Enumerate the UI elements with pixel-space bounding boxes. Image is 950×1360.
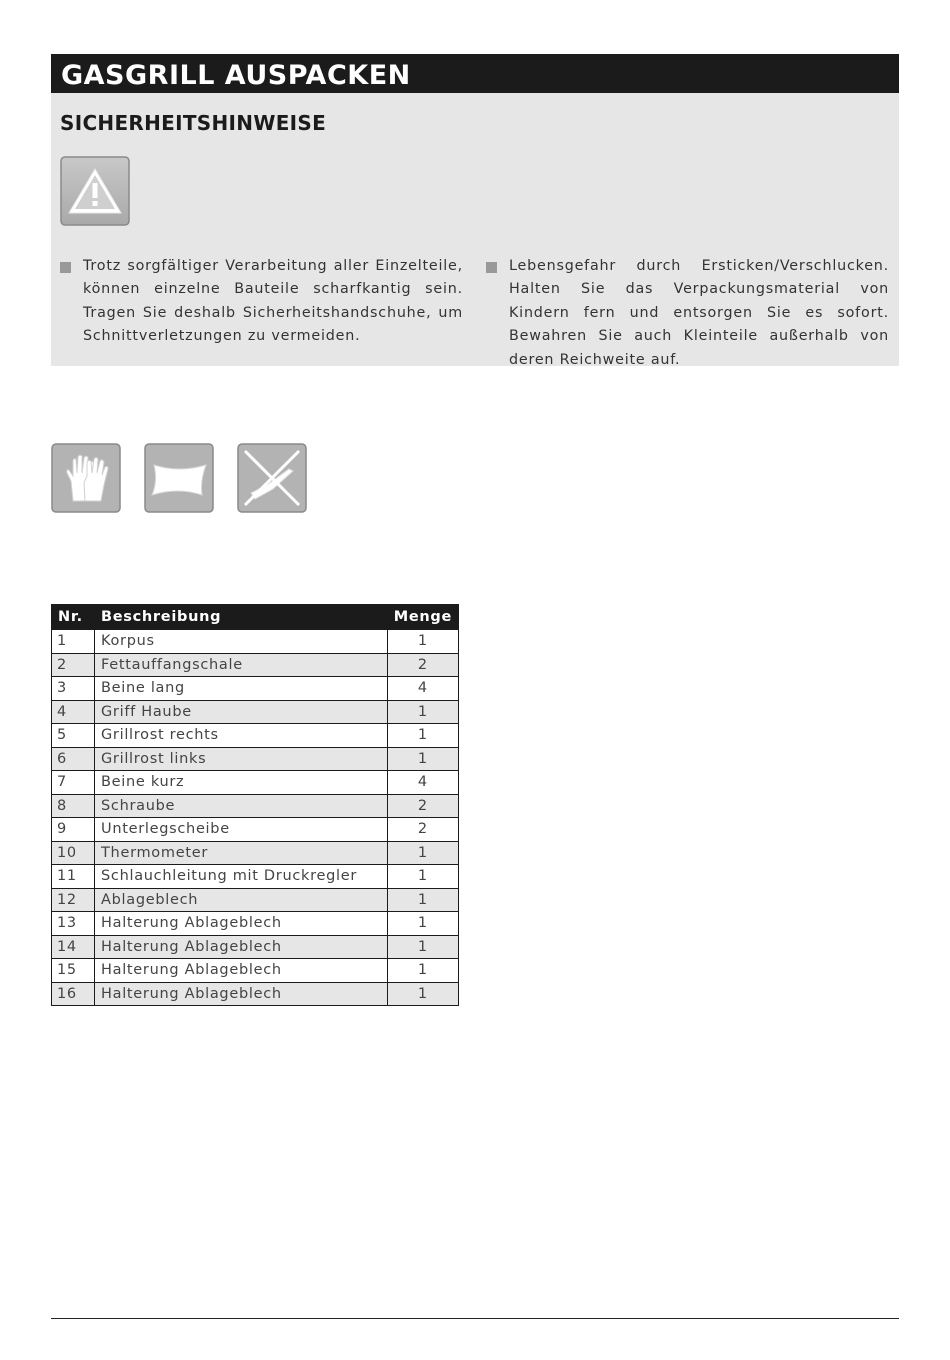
- part-number: 14: [52, 935, 95, 959]
- table-row: [52, 818, 459, 842]
- part-number: 12: [52, 888, 95, 912]
- part-number: 4: [52, 700, 95, 724]
- safety-notes-panel: [51, 93, 899, 366]
- table-row: [52, 888, 459, 912]
- part-quantity: 1: [387, 888, 458, 912]
- part-quantity: 1: [387, 935, 458, 959]
- part-quantity: 1: [387, 959, 458, 983]
- part-number: 13: [52, 912, 95, 936]
- part-number: 10: [52, 841, 95, 865]
- part-description: Beine kurz: [95, 771, 388, 795]
- part-description: Halterung Ablageblech: [95, 959, 388, 983]
- table-row: [52, 912, 459, 936]
- part-description: Thermometer: [95, 841, 388, 865]
- table-row: [52, 630, 459, 654]
- part-quantity: 1: [387, 724, 458, 748]
- parts-table-header: [52, 605, 459, 630]
- part-number: 8: [52, 794, 95, 818]
- safety-bullet-text: Trotz sorgfältiger Verarbeitung aller Einzelteile, können einzelne Bauteile scharfkantig sein. Tragen Sie deshalb Sicherheitshandschuhe, um Schnittverletzungen zu vermeiden.: [83, 258, 463, 345]
- part-quantity: 1: [387, 630, 458, 654]
- part-number: 9: [52, 818, 95, 842]
- table-row: [52, 653, 459, 677]
- part-number: 16: [52, 982, 95, 1006]
- part-number: 15: [52, 959, 95, 983]
- safety-bullet-suffocation: [486, 255, 889, 372]
- part-description: Schlauchleitung mit Druckregler: [95, 865, 388, 889]
- gloves-icon: [51, 443, 121, 513]
- table-row: [52, 747, 459, 771]
- packaging-bag-icon: [144, 443, 214, 513]
- parts-table-body: [52, 630, 459, 1006]
- table-row: [52, 959, 459, 983]
- part-quantity: 2: [387, 653, 458, 677]
- part-number: 3: [52, 677, 95, 701]
- part-description: Grillrost rechts: [95, 724, 388, 748]
- table-row: [52, 935, 459, 959]
- part-quantity: 1: [387, 865, 458, 889]
- part-description: Unterlegscheibe: [95, 818, 388, 842]
- table-row: [52, 841, 459, 865]
- part-description: Griff Haube: [95, 700, 388, 724]
- part-quantity: 4: [387, 771, 458, 795]
- bullet-square-icon: [60, 262, 71, 273]
- part-description: Ablageblech: [95, 888, 388, 912]
- header-quantity: Menge: [387, 605, 458, 630]
- footer-divider: [51, 1318, 899, 1319]
- part-description: Grillrost links: [95, 747, 388, 771]
- part-number: 11: [52, 865, 95, 889]
- part-number: 7: [52, 771, 95, 795]
- part-quantity: 1: [387, 747, 458, 771]
- part-quantity: 1: [387, 982, 458, 1006]
- part-number: 1: [52, 630, 95, 654]
- part-quantity: 2: [387, 818, 458, 842]
- parts-table: [51, 604, 459, 1006]
- part-description: Korpus: [95, 630, 388, 654]
- table-row: [52, 982, 459, 1006]
- safety-bullet-cuts: [60, 255, 463, 349]
- part-description: Halterung Ablageblech: [95, 982, 388, 1006]
- safety-bullet-text: Lebensgefahr durch Ersticken/Verschlucken. Halten Sie das Verpackungsmaterial von Kindern fern und entsorgen Sie es sofort. Bewahren Sie auch Kleinteile außerhalb von deren Reichweite auf.: [509, 258, 889, 368]
- table-row: [52, 700, 459, 724]
- no-knife-icon: [237, 443, 307, 513]
- warning-triangle-icon: [60, 156, 130, 226]
- table-row: [52, 865, 459, 889]
- part-number: 5: [52, 724, 95, 748]
- part-number: 6: [52, 747, 95, 771]
- part-description: Beine lang: [95, 677, 388, 701]
- table-row: [52, 677, 459, 701]
- page-title: GASGRILL AUSPACKEN: [61, 60, 411, 91]
- table-row: [52, 794, 459, 818]
- part-description: Fettauffangschale: [95, 653, 388, 677]
- part-description: Halterung Ablageblech: [95, 912, 388, 936]
- part-quantity: 2: [387, 794, 458, 818]
- part-quantity: 1: [387, 841, 458, 865]
- bullet-square-icon: [486, 262, 497, 273]
- part-description: Schraube: [95, 794, 388, 818]
- safety-heading: SICHERHEITSHINWEISE: [60, 111, 327, 135]
- table-row: [52, 724, 459, 748]
- part-quantity: 1: [387, 700, 458, 724]
- part-quantity: 4: [387, 677, 458, 701]
- header-nr: Nr.: [52, 605, 95, 630]
- part-quantity: 1: [387, 912, 458, 936]
- unpacking-icons: [51, 443, 311, 515]
- header-description: Beschreibung: [95, 605, 388, 630]
- page-title-bar: [51, 54, 899, 93]
- part-number: 2: [52, 653, 95, 677]
- part-description: Halterung Ablageblech: [95, 935, 388, 959]
- table-row: [52, 771, 459, 795]
